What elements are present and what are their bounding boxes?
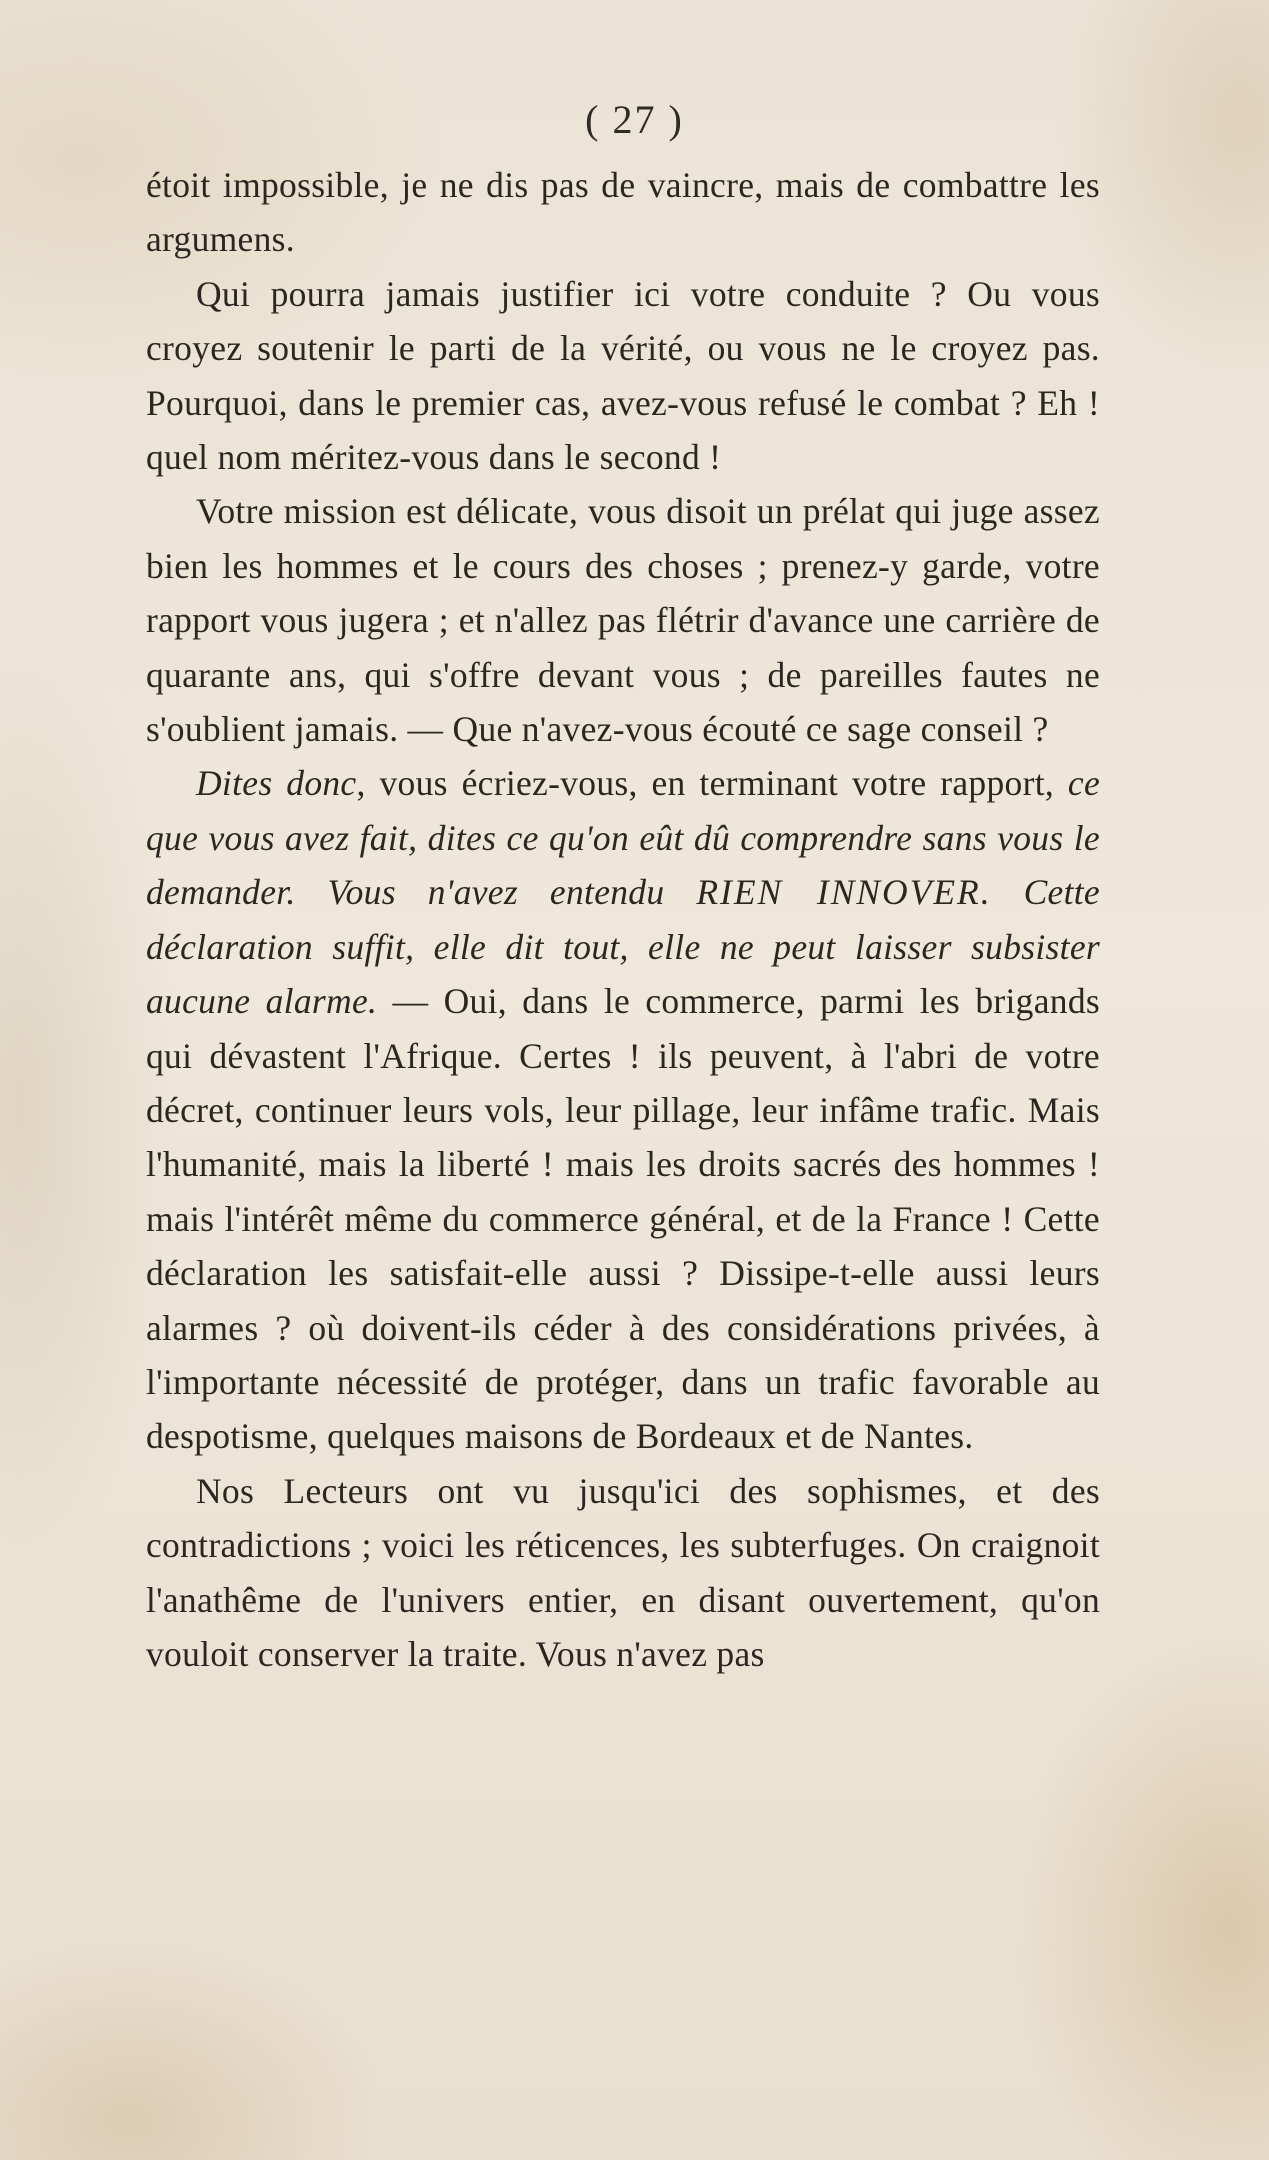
paragraph-3: Votre mission est délicate, vous disoit un prélat qui juge assez bien les hommes et le cours des choses ; prenez-y garde, votre rapport vous jugera ; et n'allez pas flétrir d'avance une carrière de quarante ans, qui s'offre devant vous ; de pareilles fautes ne s'oublient jamais. — Que n'avez-vous écouté ce sage conseil ? (146, 491, 1100, 750)
body-text (146, 158, 1100, 1681)
paragraph-5: Nos Lecteurs ont vu jusqu'ici des sophismes, et des contradictions ; voici les réticences, les subterfuges. On craignoit l'anathême de l'univers entier, en disant ouvertement, qu'on vouloit conserver la traite. Vous n'avez pas (146, 1470, 1100, 1674)
quote-opening: Dites donc (196, 763, 357, 804)
quote-narration: , vous écriez-vous, en terminant votre rapport, (356, 763, 1068, 804)
paragraph-2: Qui pourra jamais justifier ici votre conduite ? Ou vous croyez soutenir le parti de la vérité, ou vous ne le croyez pas. Pourquoi, dans le premier cas, avez-vous refusé le combat ? Eh ! quel nom méritez-vous dans le second ! (146, 273, 1100, 478)
quote-closing: Cette déclaration suffit, elle dit tout, elle ne peut laisser subsister aucune alarme. (146, 872, 1100, 1022)
quote-body: ce que vous avez fait, dites ce qu'on eût dû comprendre sans vous le demander. Vous n'avez entendu (146, 763, 1101, 913)
paragraph-1: étoit impossible, je ne dis pas de vaincre, mais de combattre les argumens. (146, 165, 1100, 260)
paragraph-4-response: — Oui, dans le commerce, parmi les brigands qui dévastent l'Afrique. Certes ! ils peuvent, à l'abri de votre décret, continuer leurs vols, leur pillage, leur infâme trafic. Mais l'humanité, mais la liberté ! mais les droits sacrés des hommes ! mais l'intérêt même du commerce général, et de la France ! Cette déclaration les satisfait-elle aussi ? Dissipe-t-elle aussi leurs alarmes ? où doivent-ils céder à des considérations privées, à l'importante nécessité de protéger, dans un trafic favorable au despotisme, quelques maisons de Bordeaux et de Nantes. (146, 981, 1100, 1457)
quote-emphasis: RIEN INNOVER. (696, 872, 992, 913)
page-number: ( 27 ) (585, 97, 684, 142)
paragraph-4 (146, 756, 1100, 1463)
